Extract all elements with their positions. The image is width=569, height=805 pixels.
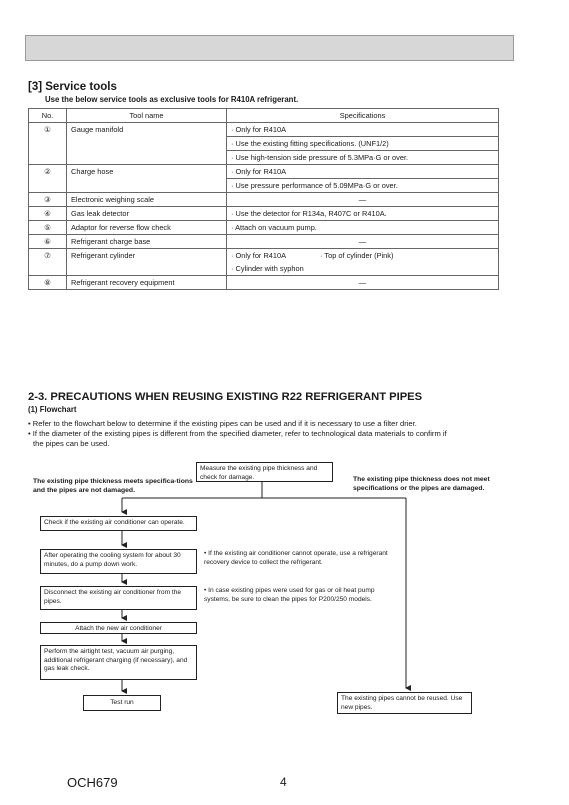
bullet-1: • Refer to the flowchart below to determine if the existing pipes can be used and if it is necessary to use a filter drier. [28,419,417,428]
precautions-title: 2-3. PRECAUTIONS WHEN REUSING EXISTING R22 REFRIGERANT PIPES [28,391,423,403]
step-airtight-test: Perform the airtight test, vacuum air purging, additional refrigerant charging (if necessary), and gas leak check. [40,645,197,680]
page-number: 4 [280,775,287,789]
row-number: ② [29,165,67,193]
row-number: ① [29,123,67,165]
tool-name: Refrigerant charge base [67,235,227,249]
row-number: ⑥ [29,235,67,249]
step-check-operate: Check if the existing air conditioner can operate. [40,516,197,531]
spec-extra: · Top of cylinder (Pink) [320,251,394,260]
section-subtitle: Use the below service tools as exclusive tools for R410A refrigerant. [45,95,299,104]
tool-name: Charge hose [67,165,227,193]
spec: — [227,235,499,249]
bullet-2: • If the diameter of the existing pipes is different from the specified diameter, refer to technological data materials to confirm if [28,429,447,438]
spec: · Attach on vacuum pump. [227,221,499,235]
section-title: [3] Service tools [28,81,117,93]
header-no: No. [29,109,67,123]
left-branch-label: The existing pipe thickness meets specifica-tions and the pipes are not damaged. [33,478,193,494]
header-tool-name: Tool name [67,109,227,123]
row-number: ④ [29,207,67,221]
spec: · Use pressure performance of 5.09MPa·G or over. [227,179,499,193]
step-pump-down: After operating the cooling system for about 30 minutes, do a pump down work. [40,549,197,574]
row-number: ⑤ [29,221,67,235]
note-clean-pipes: • In case existing pipes were used for gas or oil heat pump systems, be sure to clean the pipes for P200/250 models. [204,587,375,603]
tool-name: Gauge manifold [67,123,227,165]
measure-box: Measure the existing pipe thickness and check for damage. [196,462,333,482]
right-branch-label: The existing pipe thickness does not meet specifications or the pipes are damaged. [353,476,490,492]
flowchart-subtitle: (1) Flowchart [28,405,77,414]
spec: — [227,193,499,207]
cannot-reuse-box: The existing pipes cannot be reused. Use new pipes. [337,692,472,714]
header-specifications: Specifications [227,109,499,123]
spec: — [227,276,499,290]
spec: · Only for R410A [227,123,499,137]
tool-name: Refrigerant recovery equipment [67,276,227,290]
tool-name: Electronic weighing scale [67,193,227,207]
step-test-run: Test run [83,695,161,711]
spec: · Use the existing fitting specifications. (UNF1/2) [227,137,499,151]
spec: · Cylinder with syphon [227,262,499,276]
spec: · Only for R410A [227,165,499,179]
document-code: OCH679 [67,775,118,790]
bullet-2-cont: the pipes can be used. [33,439,110,448]
row-number: ⑦ [29,249,67,276]
tool-name: Gas leak detector [67,207,227,221]
tool-name: Adaptor for reverse flow check [67,221,227,235]
spec: · Only for R410A [231,251,287,260]
note-cannot-operate: • If the existing air conditioner cannot operate, use a refrigerant recovery device to collect the refrigerant. [204,550,388,566]
spec: · Use high-tension side pressure of 5.3MPa·G or over. [227,151,499,165]
tool-name: Refrigerant cylinder [67,249,227,276]
spec: · Use the detector for R134a, R407C or R410A. [227,207,499,221]
row-number: ⑧ [29,276,67,290]
row-number: ③ [29,193,67,207]
step-attach-new: Attach the new air conditioner [40,622,197,634]
step-disconnect: Disconnect the existing air conditioner from the pipes. [40,586,197,610]
